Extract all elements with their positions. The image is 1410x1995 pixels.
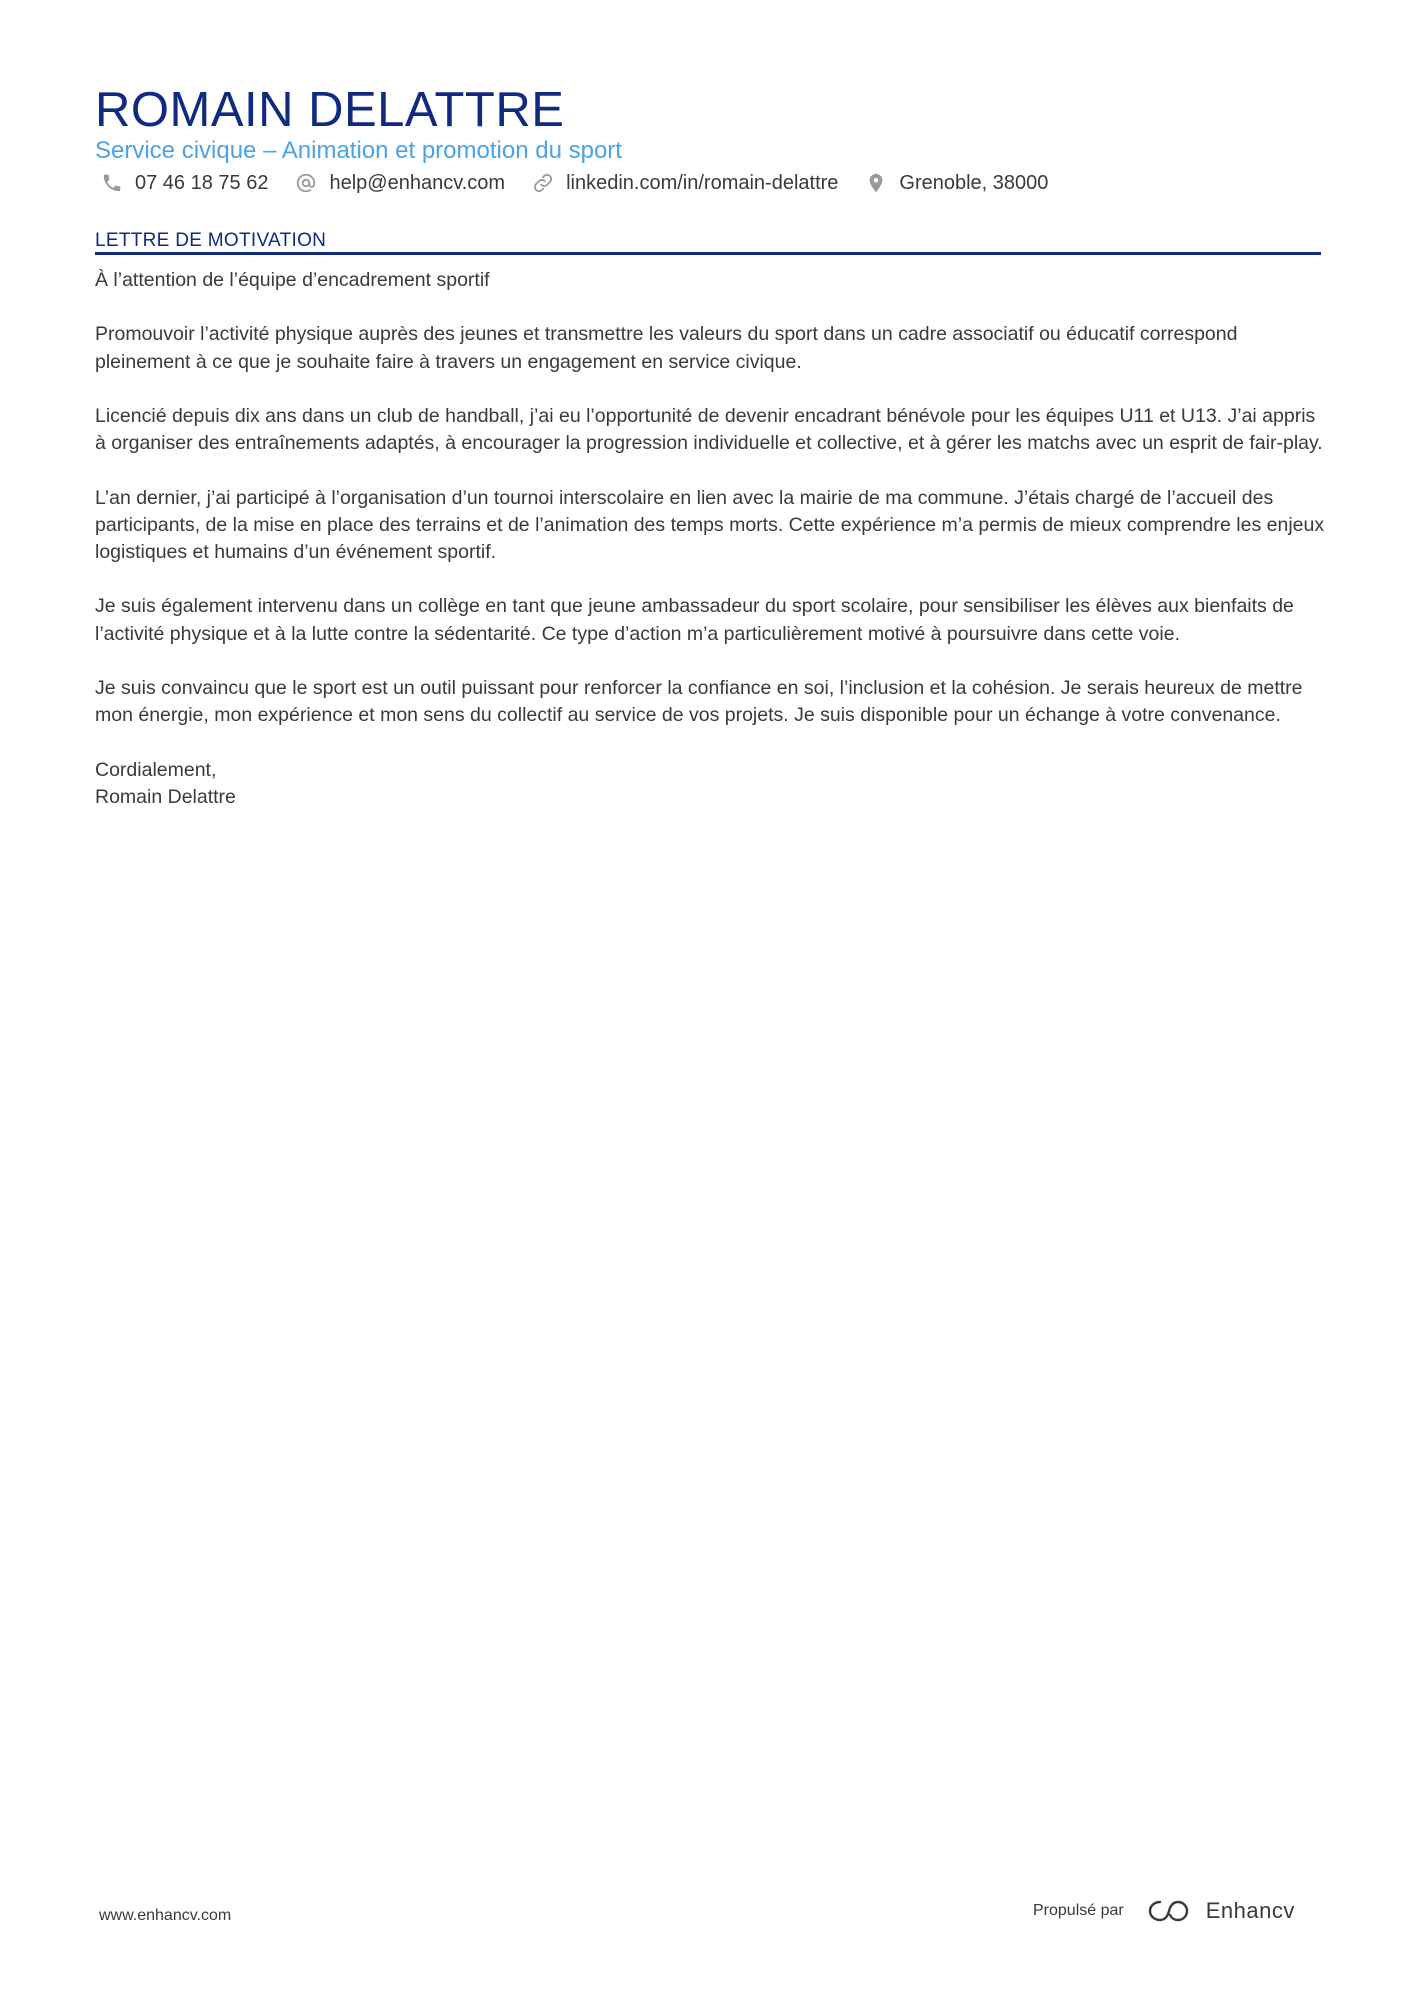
section-divider bbox=[95, 252, 1321, 255]
letter-signature: Romain Delattre bbox=[95, 785, 236, 808]
contact-email[interactable] bbox=[294, 171, 505, 195]
footer-brand[interactable] bbox=[1033, 1898, 1295, 1924]
contact-phone-text: 07 46 18 75 62 bbox=[135, 171, 269, 194]
contact-location-text: Grenoble, 38000 bbox=[899, 171, 1049, 194]
footer-url[interactable]: www.enhancv.com bbox=[99, 1907, 232, 1924]
enhancv-logo-icon bbox=[1146, 1898, 1192, 1924]
contact-bar bbox=[100, 168, 1074, 198]
letter-paragraph: Je suis convaincu que le sport est un outil puissant pour renforcer la confiance en soi, l’inclusion et la cohésion. Je serais heureux de mettre mon énergie, mon expérience et mon sens du collectif au service de vos projets. Je suis disponible pour un échange à votre convenance. bbox=[95, 676, 1303, 727]
candidate-title: Service civique – Animation et promotion du sport bbox=[95, 137, 622, 164]
letter-paragraph: Licencié depuis dix ans dans un club de handball, j’ai eu l’opportunité de devenir encadrant bénévole pour les équipes U11 et U13. J’ai appris à organiser des entraînements adaptés, à encourager la progression individuelle et collective, et à gérer les matchs avec un esprit de fair-play. bbox=[95, 404, 1323, 455]
letter-salutation: À l’attention de l’équipe d’encadrement sportif bbox=[95, 269, 490, 291]
section-title: LETTRE DE MOTIVATION bbox=[95, 230, 327, 251]
link-icon bbox=[531, 171, 555, 195]
location-icon bbox=[864, 171, 888, 195]
contact-linkedin[interactable] bbox=[531, 171, 838, 195]
powered-by-label: Propulsé par bbox=[1033, 1902, 1124, 1919]
enhancv-brand-name: Enhancv bbox=[1205, 1898, 1295, 1923]
phone-icon bbox=[100, 171, 124, 195]
contact-linkedin-text: linkedin.com/in/romain-delattre bbox=[566, 171, 839, 194]
letter-closing: Cordialement, bbox=[95, 758, 217, 781]
letter-paragraph: L’an dernier, j’ai participé à l’organisation d’un tournoi interscolaire en lien avec la mairie de ma commune. J’étais chargé de l’accueil des participants, de la mise en place des terrains et de l’animation des temps morts. Cette expérience m’a permis de mieux comprendre les enjeux logistiques et humains d’un événement sportif. bbox=[95, 486, 1325, 563]
contact-email-text: help@enhancv.com bbox=[329, 171, 506, 194]
letter-paragraph: Promouvoir l’activité physique auprès des jeunes et transmettre les valeurs du sport dans un cadre associatif ou éducatif correspond pleinement à ce que je souhaite faire à travers un engagement en service civique. bbox=[95, 323, 1238, 373]
letter-paragraph: Je suis également intervenu dans un collège en tant que jeune ambassadeur du sport scolaire, pour sensibiliser les élèves aux bienfaits de l’activité physique et à la lutte contre la sédentarité. Ce type d’action m’a particulièrement motivé à poursuivre dans cette voie. bbox=[95, 595, 1294, 645]
candidate-name: ROMAIN DELATTRE bbox=[95, 83, 565, 137]
at-icon bbox=[294, 171, 318, 195]
contact-location bbox=[864, 171, 1048, 195]
contact-phone[interactable] bbox=[100, 171, 268, 195]
letter-body bbox=[95, 267, 1330, 811]
